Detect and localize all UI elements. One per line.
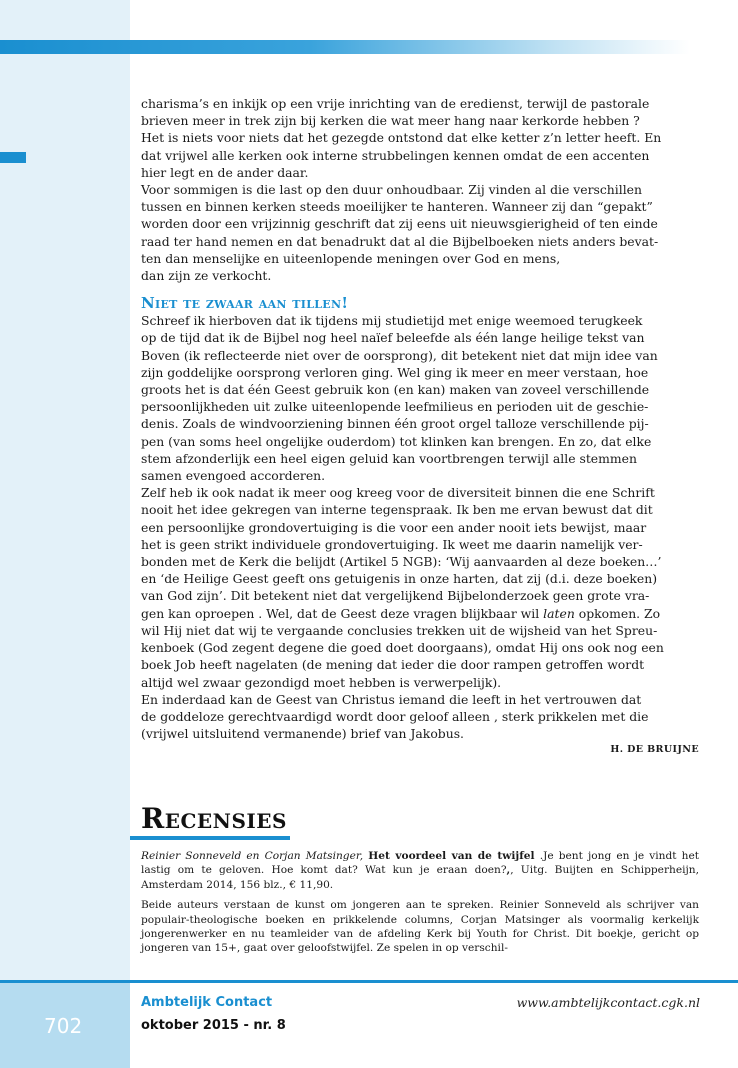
text-line: en ‘de Heilige Geest geeft ons getuigenis in onze harten, dat zij (d.i. deze boeken) [141,571,658,587]
text-line: ten dan menselijke en uiteenlopende meningen over God en mens, [141,250,561,266]
text-line: groots het is dat één Geest gebruik kon (en kan) maken van zoveel verschillende [141,382,650,398]
text-line: hier legt en de ander daar. [141,164,309,180]
text-line: pen (van soms heel ongelijke ouderdom) tot klinken kan brengen. En zo, dat elke [141,433,652,449]
text-line: Boven (ik reflecteerde niet over de oorsprong), dit betekent niet dat mijn idee van [141,347,658,363]
article-paragraph-3 [141,691,699,743]
text-line: Het is niets voor niets dat het gezegde ontstond dat elke ketter z’n letter heeft. En [141,130,662,146]
text-line: worden door een vrijzinnig geschrift dat zij eens uit nieuwsgierigheid of ten einde [141,216,658,232]
text-line: de goddeloze gerechtvaardigd wordt door geloof alleen , sterk prikkelen met die [141,708,649,724]
text-line: (vrijwel uitsluitend vermanende) brief van Jakobus. [141,726,464,742]
review-book-title: Het voordeel van de twijfel [368,850,535,862]
text-line: gen kan oproepen . Wel, dat de Geest deze vragen blijkbaar wil [141,605,544,621]
text-line: nooit het idee gekregen van interne tegenspraak. Ik ben me ervan bewust dat dit [141,502,653,518]
text-line: een persoonlijke grondovertuiging is die voor een ander nooit iets bewijst, maar [141,519,647,535]
article-subheading: Niet te zwaar aan tillen! [141,294,349,313]
reviews-title-underline [130,836,290,840]
text-line: op de tijd dat ik de Bijbel nog heel naïef beleefde als één lange heilige tekst van [141,330,645,346]
text-line: opkomen. Zo [574,605,661,621]
review-citation: Reinier Sonneveld en Corjan Matsinger, Het voordeel van de twijfel .Je bent jong en je vindt het lastig om te geloven. Hoe komt dat? Wat kun je eraan doen?,, Uitg. Buijten en Schipperheijn, Amsterdam 2014, 156 blz., € 11,90. [141,850,699,891]
review-publisher: , Uitg. Buijten en Schipperheijn, Amsterdam 2014, 156 blz., € 11,90. [141,864,699,891]
page-number: 702 [44,1014,83,1038]
reviews-section-title: Recensies [141,802,287,835]
footer-issue: oktober 2015 - nr. 8 [141,1018,286,1033]
text-line: zijn goddelijke oorsprong verloren ging. Wel ging ik meer en meer verstaan, hoe [141,364,649,380]
text-line: denis. Zoals de windvoorziening binnen één groot orgel talloze verschillende pij- [141,416,649,432]
text-line: samen evengoed accorderen. [141,468,326,484]
review-authors: Reinier Sonneveld en Corjan Matsinger, [141,850,364,862]
article-paragraph-1 [141,312,699,484]
text-line: tussen en binnen kerken steeds moeilijker te hanteren. Wanneer zij dan “gepakt” [141,199,653,215]
text-line: dan zijn ze verkocht. [141,268,272,284]
article-paragraph-intro-2 [141,181,699,284]
text-line: persoonlijkheden uit zulke uiteenlopende leefmilieus en perioden uit de geschie- [141,399,649,415]
header-gradient-bar [0,40,690,54]
text-line: Zelf heb ik ook nadat ik meer oog kreeg voor de diversiteit binnen die ene Schrift [141,485,655,501]
text-line: Schreef ik hierboven dat ik tijdens mij studietijd met enige weemoed terugkeek [141,313,643,329]
article-paragraph-2 [141,484,699,690]
text-line: van God zijn’. Dit betekent niet dat vergelijkend Bijbelonderzoek geen grote vra- [141,588,650,604]
article-paragraph-intro [141,95,699,181]
text-line: kenboek (God zegent degene die goed doet doorgaans), omdat Hij ons ook nog een [141,640,664,656]
text-line: dat vrijwel alle kerken ook interne strubbelingen kennen omdat de een accenten [141,147,650,163]
text-line: charisma’s en inkijk op een vrije inrichting van de eredienst, terwijl de pastorale [141,96,650,111]
text-line: altijd wel zwaar gezondigd moet hebben is verwerpelijk). [141,674,502,690]
article-author: H. DE BRUIJNE [610,744,699,756]
text-line: brieven meer in trek zijn bij kerken die wat meer hang naar kerkorde hebben ? [141,113,640,129]
text-line: Voor sommigen is die last op den duur onhoudbaar. Zij vinden al die verschillen [141,182,642,198]
text-line: stem afzonderlijk een heel eigen geluid kan voortbrengen terwijl alle stemmen [141,450,637,466]
review-subtitle: .Je bent jong en je vindt het lastig om te geloven. Hoe komt dat? Wat kun je eraan doen? [141,850,699,877]
review-block [141,849,699,956]
footer-url-link[interactable]: www.ambtelijkcontact.cgk.nl [516,995,700,1010]
article-body [141,95,699,755]
text-line: En inderdaad kan de Geest van Christus iemand die leeft in het vertrouwen dat [141,691,642,707]
text-line: bonden met de Kerk die belijdt (Artikel 5 NGB): ‘Wij aanvaarden al deze boeken…’ [141,554,662,570]
text-line: het is geen strikt individuele grondovertuiging. Ik weet me daarin namelijk ver- [141,536,643,552]
italic-word: laten [543,605,575,621]
text-line: raad ter hand nemen en dat benadrukt dat al die Bijbelboeken niets anders bevat- [141,233,659,249]
review-body: Beide auteurs verstaan de kunst om jongeren aan te spreken. Reinier Sonneveld als schrijver van populair-theologische boeken en prikkelende columns, Corjan Matsinger als voormalig kerkelijk jongerenwerker en nu teamleider van de afdeling Kerk bij Youth for Christ. Dit boekje, gericht op jongeren van 15+, gaat over geloofstwijfel. Ze spelen in op verschil- [141,899,699,955]
text-line: boek Job heeft nagelaten (de mening dat ieder die door rampen getroffen wordt [141,657,645,673]
text-line: wil Hij niet dat wij te vergaande conclusies trekken uit de wijsheid van het Spreu- [141,622,658,638]
footer-magazine-name: Ambtelijk Contact [141,995,273,1010]
side-marker-tab [0,152,26,163]
